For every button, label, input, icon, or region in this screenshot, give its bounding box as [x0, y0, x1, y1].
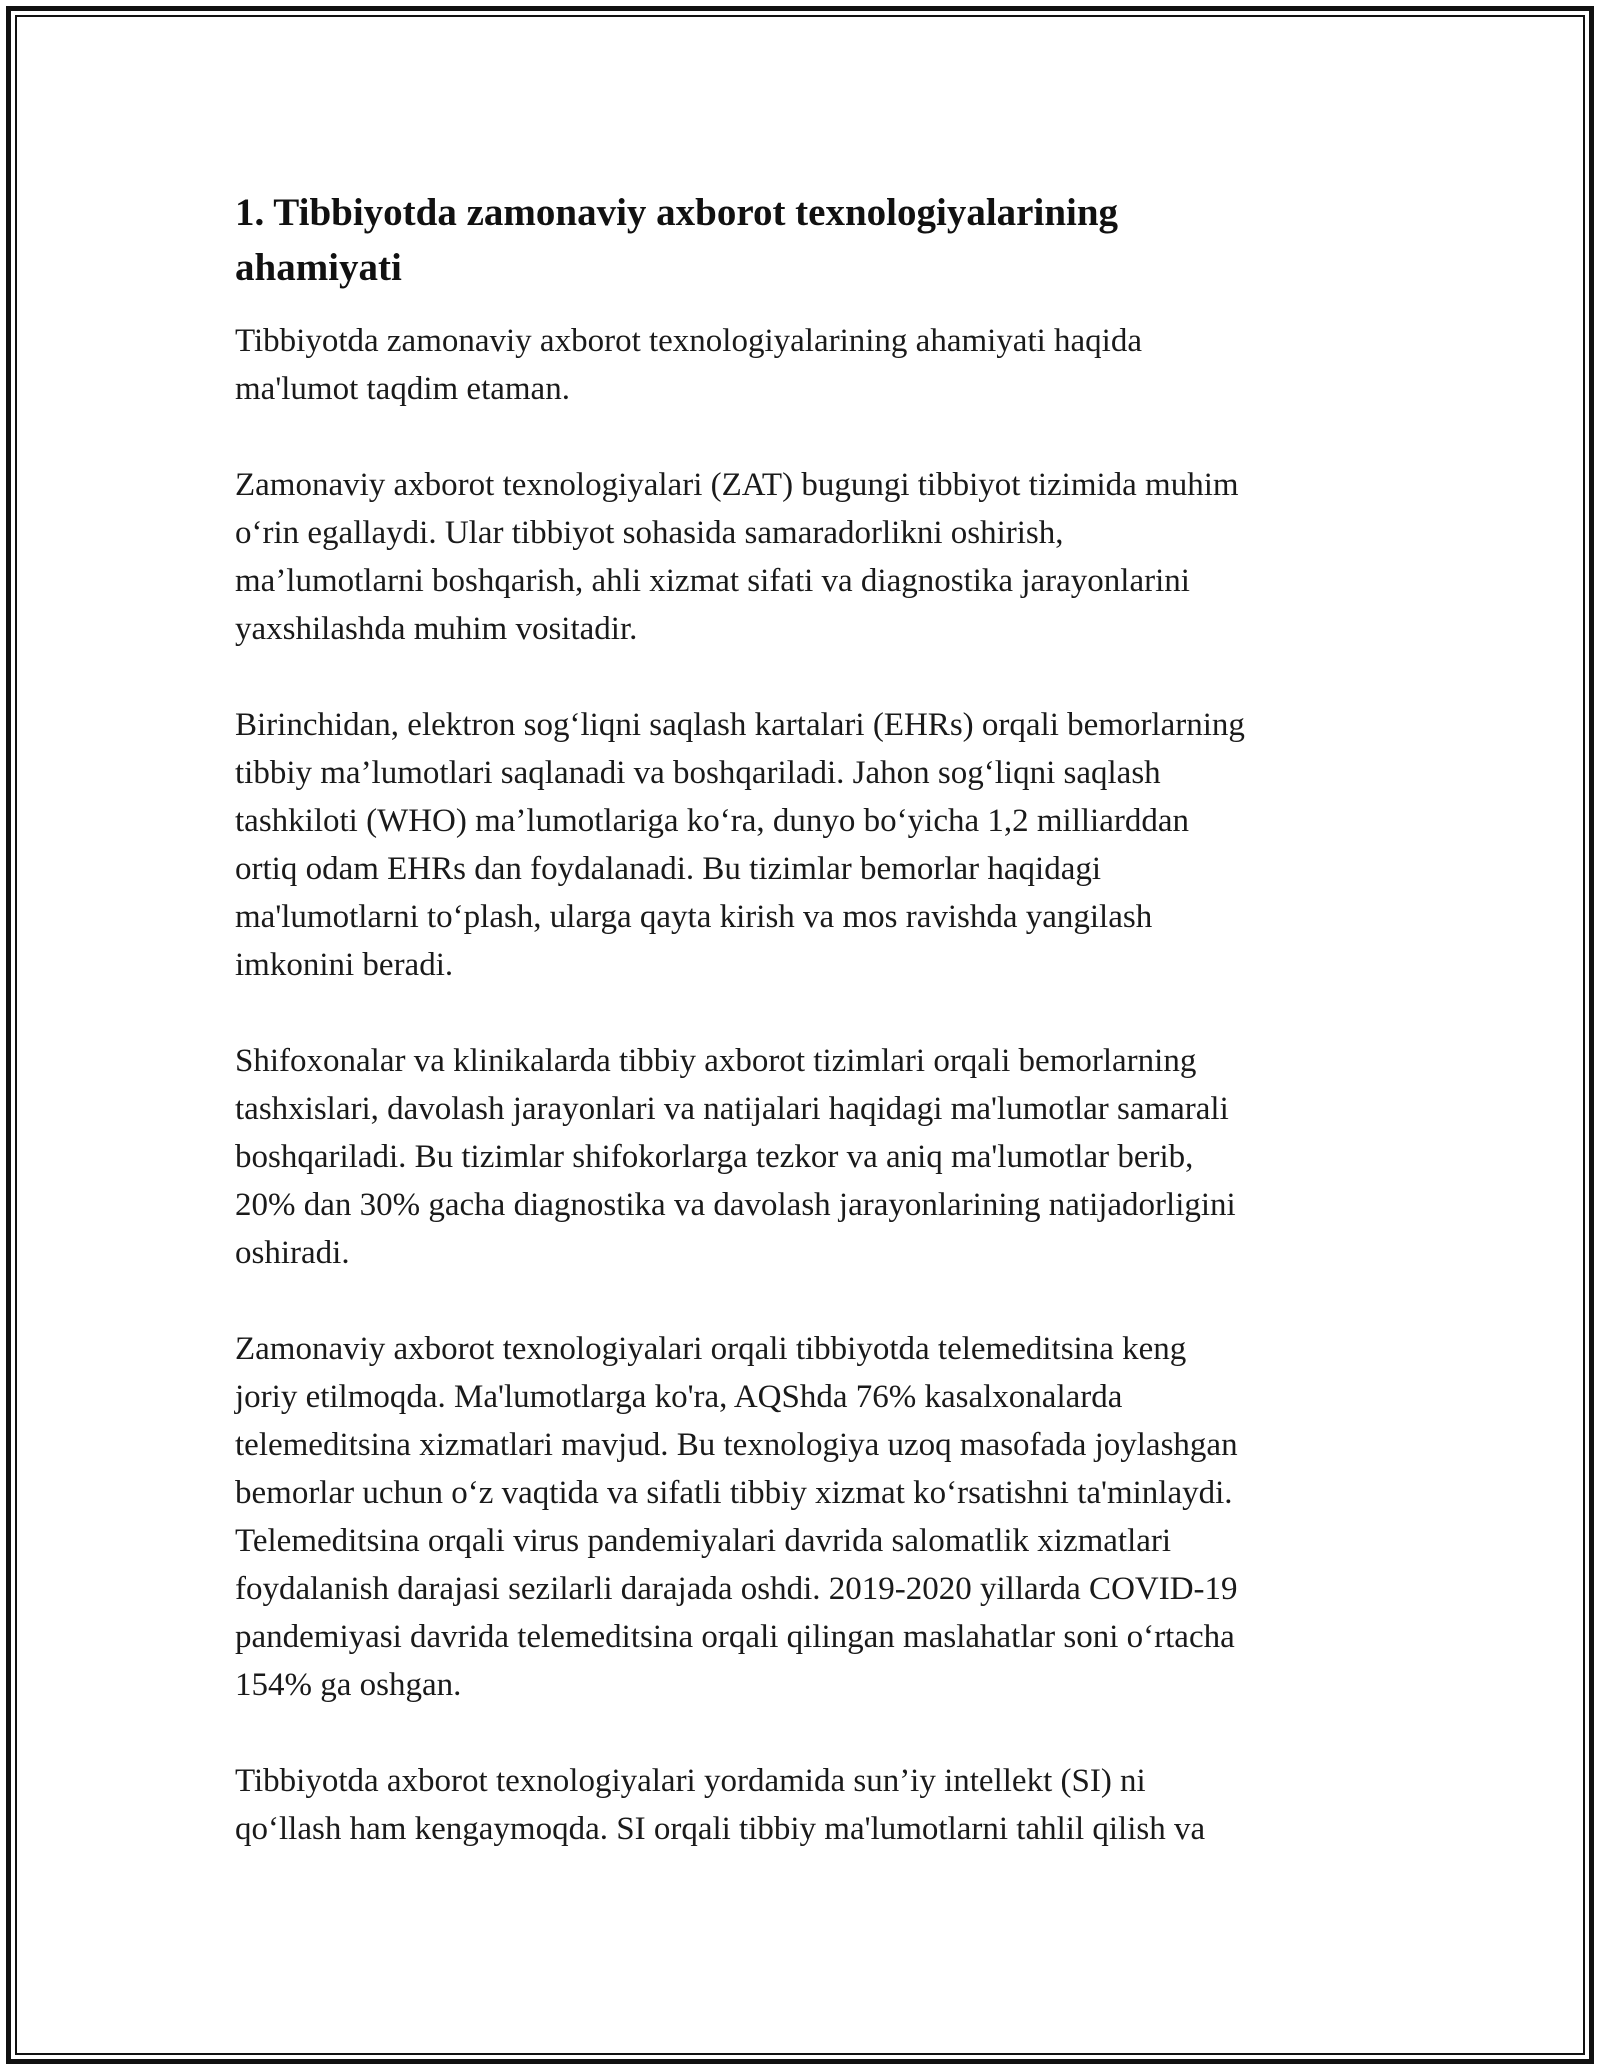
text-line: 20% dan 30% gacha diagnostika va davolash jarayonlarining natijadorligini: [235, 1187, 1236, 1223]
heading-line: ahamiyati: [235, 246, 402, 289]
text-line: Shifoxonalar va klinikalarda tibbiy axborot tizimlari orqali bemorlarning: [235, 1043, 1197, 1079]
paragraph-hospitals: [235, 1037, 1365, 1277]
text-line: ma'lumot taqdim etaman.: [235, 371, 570, 407]
paragraph-intro: [235, 317, 1365, 413]
text-line: joriy etilmoqda. Ma'lumotlarga ko'ra, AQShda 76% kasalxonalarda: [235, 1379, 1123, 1415]
paragraph-zat: [235, 461, 1365, 653]
paragraph-telemedicine: [235, 1325, 1365, 1709]
text-line: bemorlar uchun o‘z vaqtida va sifatli tibbiy xizmat ko‘rsatishni ta'minlaydi.: [235, 1475, 1233, 1511]
heading-line: 1. Tibbiyotda zamonaviy axborot texnologiyalarining: [235, 191, 1119, 234]
text-line: Zamonaviy axborot texnologiyalari orqali tibbiyotda telemeditsina keng: [235, 1331, 1187, 1367]
text-line: foydalanish darajasi sezilarli darajada oshdi. 2019-2020 yillarda COVID-19: [235, 1571, 1238, 1607]
text-line: ortiq odam EHRs dan foydalanadi. Bu tizimlar bemorlar haqidagi: [235, 851, 1102, 887]
text-line: tibbiy ma’lumotlari saqlanadi va boshqariladi. Jahon sog‘liqni saqlash: [235, 755, 1161, 791]
paragraph-ehrs: [235, 701, 1365, 989]
text-line: pandemiyasi davrida telemeditsina orqali qilingan maslahatlar soni o‘rtacha: [235, 1619, 1235, 1655]
document-body: [235, 185, 1365, 1901]
text-line: o‘rin egallaydi. Ular tibbiyot sohasida samaradorlikni oshirish,: [235, 515, 1064, 551]
text-line: imkonini beradi.: [235, 947, 454, 983]
text-line: Tibbiyotda axborot texnologiyalari yordamida sun’iy intellekt (SI) ni: [235, 1763, 1146, 1799]
text-line: Birinchidan, elektron sog‘liqni saqlash kartalari (EHRs) orqali bemorlarning: [235, 707, 1245, 743]
text-line: ma'lumotlarni to‘plash, ularga qayta kirish va mos ravishda yangilash: [235, 899, 1153, 935]
text-line: tashkiloti (WHO) ma’lumotlariga ko‘ra, dunyo bo‘yicha 1,2 milliarddan: [235, 803, 1190, 839]
text-line: telemeditsina xizmatlari mavjud. Bu texnologiya uzoq masofada joylashgan: [235, 1427, 1238, 1463]
text-line: Tibbiyotda zamonaviy axborot texnologiyalarining ahamiyati haqida: [235, 323, 1143, 359]
text-line: Zamonaviy axborot texnologiyalari (ZAT) bugungi tibbiyot tizimida muhim: [235, 467, 1239, 503]
text-line: yaxshilashda muhim vositadir.: [235, 611, 638, 647]
text-line: boshqariladi. Bu tizimlar shifokorlarga tezkor va aniq ma'lumotlar berib,: [235, 1139, 1194, 1175]
paragraph-ai: [235, 1757, 1365, 1853]
text-line: tashxislari, davolash jarayonlari va natijalari haqidagi ma'lumotlar samarali: [235, 1091, 1229, 1127]
text-line: qo‘llash ham kengaymoqda. SI orqali tibbiy ma'lumotlarni tahlil qilish va: [235, 1811, 1206, 1847]
section-heading: [235, 185, 1365, 295]
text-line: oshiradi.: [235, 1235, 350, 1271]
text-line: ma’lumotlarni boshqarish, ahli xizmat sifati va diagnostika jarayonlarini: [235, 563, 1190, 599]
text-line: Telemeditsina orqali virus pandemiyalari davrida salomatlik xizmatlari: [235, 1523, 1172, 1559]
text-line: 154% ga oshgan.: [235, 1667, 462, 1703]
